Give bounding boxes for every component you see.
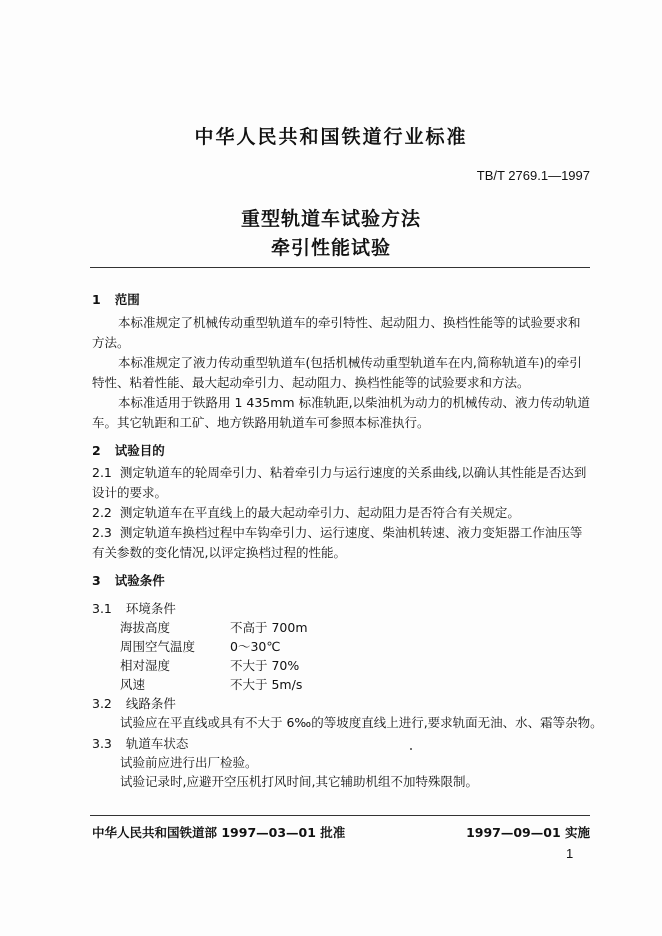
condition-label: 海拔高度 (120, 620, 171, 635)
clause-2-1 (92, 463, 592, 503)
section-1-number: 1 (92, 292, 101, 307)
section-2-title: 试验目的 (114, 443, 165, 458)
clause-3-2-title: 线路条件 (125, 696, 176, 711)
footer-divider (90, 815, 590, 816)
condition-value: 不大于 70% (230, 658, 300, 673)
clause-3-3-title: 轨道车状态 (125, 736, 189, 751)
clause-3-1-heading (92, 599, 176, 619)
section-3-number: 3 (92, 573, 101, 588)
condition-label: 风速 (120, 677, 146, 692)
standard-number: TB/T 2769.1—1997 (476, 168, 590, 183)
clause-2-1-number: 2.1 (92, 465, 112, 480)
section-3-title: 试验条件 (114, 573, 165, 588)
title-divider (90, 267, 590, 268)
clause-2-2 (92, 503, 592, 523)
page-number: 1 (566, 846, 574, 861)
clause-3-3-number: 3.3 (92, 736, 112, 751)
clause-2-2-number: 2.2 (92, 505, 112, 520)
section-2-heading (92, 441, 165, 461)
section-1-paragraph-3: 本标准适用于铁路用 1 435mm 标准轨距,以柴油机为动力的机械传动、液力传动轨道车。其它轨距和工矿、地方铁路用轨道车可参照本标准执行。 (92, 395, 591, 430)
condition-label: 相对湿度 (120, 658, 171, 673)
clause-2-3-number: 2.3 (92, 525, 112, 540)
section-1-paragraph-1: 本标准规定了机械传动重型轨道车的牵引特性、起动阻力、换档性能等的试验要求和方法。 (92, 315, 581, 350)
clause-3-3-text-2: 试验记录时,应避开空压机打风时间,其它辅助机组不加特殊限制。 (120, 774, 478, 789)
clause-3-1-title: 环境条件 (125, 601, 176, 616)
clause-3-3-heading (92, 734, 188, 754)
condition-value: 不大于 5m/s (230, 677, 303, 692)
document-title-line2: 牵引性能试验 (270, 237, 391, 259)
clause-2-2-text: 测定轨道车在平直线上的最大起动牵引力、起动阻力是否符合有关规定。 (119, 505, 520, 520)
section-1-title: 范围 (114, 292, 140, 307)
section-1-paragraph-2: 本标准规定了液力传动重型轨道车(包括机械传动重型轨道车在内,简称轨道车)的牵引特性、粘着性能、最大起动牵引力、起动阻力、换档性能等的试验要求和方法。 (92, 355, 582, 390)
clause-2-1-text: 测定轨道车的轮周牵引力、粘着牵引力与运行速度的关系曲线,以确认其性能是否达到设计的要求。 (92, 465, 587, 500)
effective-date: 1997—09—01 实施 (466, 825, 590, 840)
clause-2-3 (92, 523, 592, 563)
document-title-line1: 重型轨道车试验方法 (240, 208, 421, 230)
clause-3-2-text: 试验应在平直线或具有不大于 6‰的等坡度直线上进行,要求轨面无油、水、霜等杂物。 (120, 715, 603, 730)
section-1-heading (92, 290, 140, 310)
clause-3-2-heading (92, 694, 176, 714)
condition-label: 周围空气温度 (120, 639, 196, 654)
org-title: 中华人民共和国铁道行业标准 (194, 126, 468, 148)
condition-value: 不高于 700m (230, 620, 308, 635)
clause-2-3-text: 测定轨道车换档过程中车钩牵引力、运行速度、柴油机转速、液力变矩器工作油压等有关参数的变化情况,以评定换档过程的性能。 (92, 525, 583, 560)
clause-3-1-number: 3.1 (92, 601, 112, 616)
condition-value: 0～30℃ (230, 639, 281, 654)
section-3-heading (92, 571, 165, 591)
scan-speck (410, 748, 412, 750)
section-2-number: 2 (92, 443, 101, 458)
clause-3-3-text-1: 试验前应进行出厂检验。 (120, 755, 258, 770)
clause-3-2-number: 3.2 (92, 696, 112, 711)
approval-line: 中华人民共和国铁道部 1997—03—01 批准 (92, 825, 346, 840)
